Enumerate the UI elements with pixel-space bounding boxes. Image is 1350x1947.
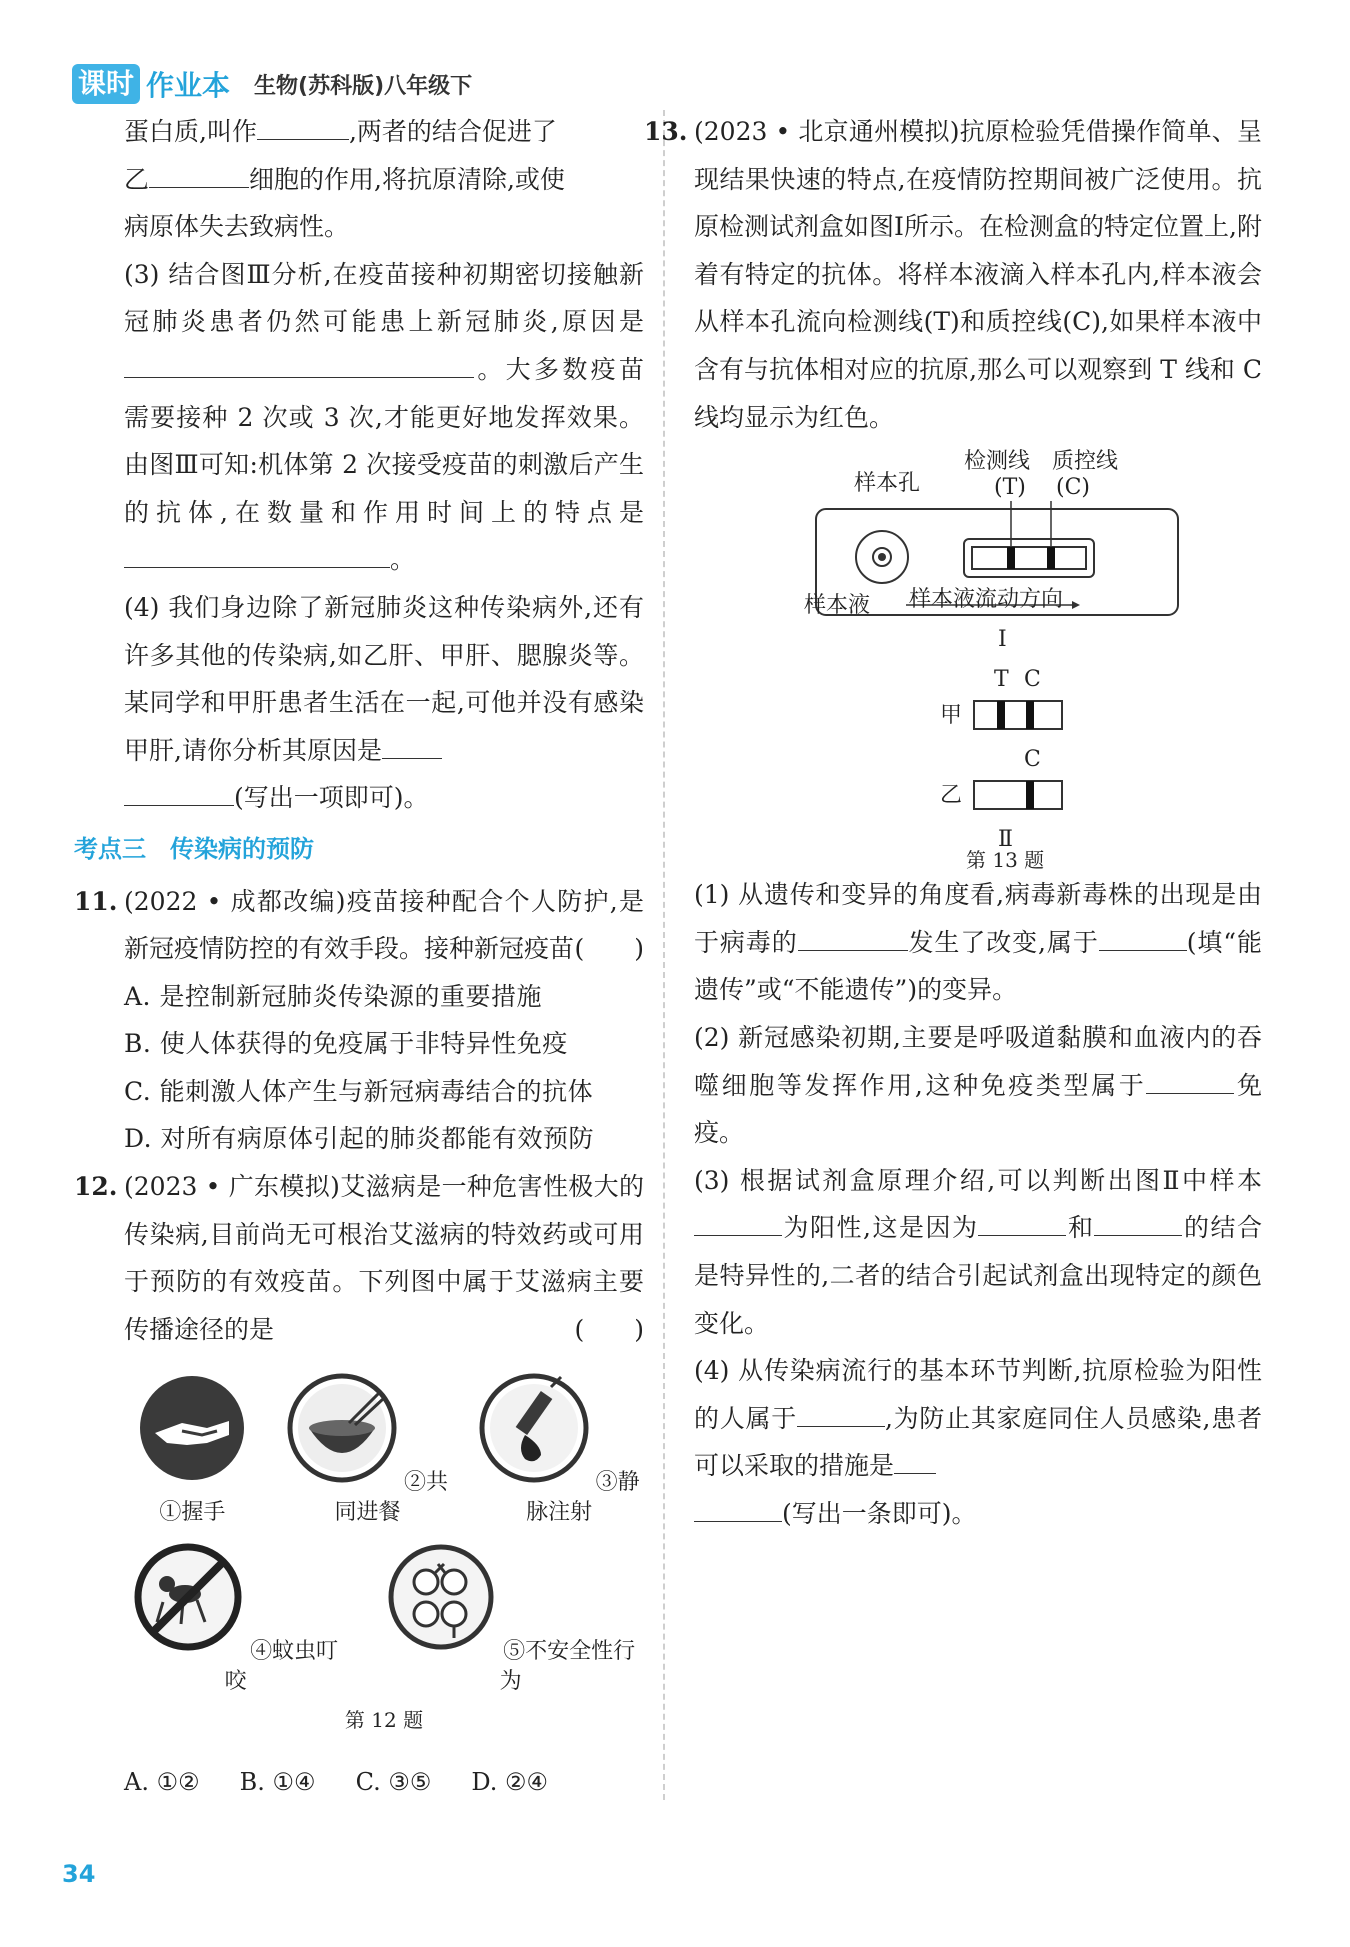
icon-item	[474, 1373, 644, 1528]
question-text: 疫苗接种配合个人防护,是新冠疫情防控的有效手段。接种新冠疫苗	[124, 886, 644, 964]
answer-blank[interactable]	[798, 926, 908, 951]
text: (3) 结合图Ⅲ分析,在疫苗接种初期密切接触新冠肺炎患者仍然可能患上新冠肺炎,原因是	[124, 259, 644, 337]
column-divider	[663, 110, 665, 1800]
text: ,为防止其家庭同住人员感染,患者可以采取的措施是	[694, 1403, 1262, 1481]
answer-blank[interactable]	[797, 1402, 885, 1427]
answer-blank[interactable]	[124, 353, 474, 378]
text: (4) 从传染病流行的基本环节判断,抗原检验为阳性的人属于	[694, 1356, 1262, 1433]
answer-blank[interactable]	[1146, 1069, 1234, 1094]
figure-caption: 第 12 题	[344, 1708, 424, 1733]
text: (3) 根据试剂盒原理介绍,可以判断出图Ⅱ中样本	[694, 1165, 1262, 1195]
mosquito-prohibited-icon	[133, 1542, 243, 1652]
text: ,两者的结合促进了	[348, 117, 557, 146]
text: (2) 新冠感染初期,主要是呼吸道黏膜和血液内的吞噬细胞等发挥作用,这种免疫类型属于	[694, 1022, 1262, 1100]
unsafe-sex-prohibited-icon	[386, 1542, 496, 1652]
question-number: 11.	[74, 886, 118, 916]
label-T2: T	[994, 667, 1009, 693]
bowl-chopsticks-icon	[287, 1373, 397, 1483]
question-13	[644, 108, 1262, 441]
option-b[interactable]: B. ①④	[239, 1768, 316, 1797]
text: 发生了改变,属于	[907, 927, 1099, 957]
label-sample-hole: 样本孔	[854, 471, 921, 497]
label-C3: C	[1024, 747, 1041, 773]
text: 。大多数疫苗需要接种 2 次或 3 次,才能更好地发挥效果。由图Ⅲ可知:机体第 2 次接受疫苗的刺激后产生的抗体,在数量和作用时间上的特点是	[124, 354, 644, 527]
text: (1) 从遗传和变异的角度看,病毒新毒株的出现是由于病毒的	[694, 880, 1262, 957]
answer-parentheses[interactable]: ( )	[574, 934, 644, 964]
icon-item	[124, 1373, 261, 1528]
left-column	[74, 108, 644, 1807]
subject-title: 生物(苏科版)八年级下	[254, 73, 473, 99]
text: (写出一条即可)。	[782, 1498, 977, 1528]
question-number: 13.	[644, 117, 688, 146]
test-kit-drawing	[814, 501, 1184, 831]
text: (4) 我们身边除了新冠肺炎这种传染病外,还有许多其他的传染病,如乙肝、甲肝、腮腺炎等。某同学和甲肝患者生活在一起,可他并没有感染甲肝,请你分析其原因是	[124, 592, 644, 765]
icon-item	[377, 1542, 644, 1697]
label-C2: C	[1024, 667, 1041, 693]
option-a[interactable]: A. 是控制新冠肺炎传染源的重要措施	[124, 981, 542, 1011]
text: 免疫。	[694, 1070, 1262, 1148]
text: 的结合是特异性的,二者的结合引起试剂盒出现特定的颜色变化。	[694, 1213, 1262, 1338]
sub-question-4	[694, 1347, 1262, 1537]
answer-blank[interactable]	[124, 543, 390, 568]
icon-item	[283, 1373, 453, 1528]
question-number: 12.	[74, 1172, 118, 1202]
label-T: (T)	[994, 475, 1026, 501]
section-heading: 考点三 传染病的预防	[74, 834, 314, 863]
question-text: 艾滋病是一种危害性极大的传染病,目前尚无可根治艾滋病的特效药或可用于预防的有效疫苗。下列图中属于艾滋病主要传播途径的是	[124, 1172, 644, 1344]
logo-boxed-text: 课时	[72, 64, 140, 104]
label-figure-1: Ⅰ	[998, 627, 1007, 653]
question-source: (2023 • 北京通州模拟)	[694, 117, 960, 146]
answer-blank[interactable]	[382, 734, 442, 759]
answer-options	[124, 1759, 644, 1807]
text: (写出一项即可)。	[234, 783, 429, 813]
option-c[interactable]: C. ③⑤	[355, 1768, 432, 1797]
question-12	[74, 1163, 644, 1807]
answer-blank[interactable]	[1094, 1211, 1182, 1236]
sub-question-3	[694, 1157, 1262, 1347]
icon-label: ③静脉注射	[526, 1470, 640, 1526]
question-source: (2022 • 成都改编)	[124, 886, 346, 916]
icons-row-2	[124, 1542, 644, 1697]
handshake-icon	[137, 1373, 247, 1483]
answer-blank[interactable]	[694, 1497, 782, 1522]
option-a[interactable]: A. ①②	[124, 1768, 200, 1797]
answer-blank[interactable]	[978, 1211, 1066, 1236]
answer-blank[interactable]	[257, 115, 349, 140]
icon-label: ⑤不安全性行为	[499, 1639, 636, 1695]
text: 。	[390, 545, 416, 575]
sub-question-2	[694, 1014, 1262, 1157]
page-number: 34	[62, 1860, 96, 1888]
icon-label: ②共同进餐	[334, 1470, 449, 1526]
right-column	[644, 108, 1262, 1537]
icons-row-1	[124, 1373, 644, 1528]
label-detection-line: 检测线	[964, 449, 1031, 475]
icon-label: ①握手	[159, 1500, 226, 1526]
answer-blank[interactable]	[1099, 926, 1187, 951]
option-d[interactable]: D. 对所有病原体引起的肺炎都能有效预防	[124, 1124, 595, 1154]
question-source: (2023 • 广东模拟)	[124, 1172, 340, 1202]
answer-blank[interactable]	[694, 1211, 782, 1236]
test-kit-diagram	[694, 441, 1262, 871]
icon-label: ④蚊虫叮咬	[224, 1639, 339, 1695]
option-c[interactable]: C. 能刺激人体产生与新冠病毒结合的抗体	[124, 1076, 594, 1106]
text: 蛋白质,叫作	[124, 117, 257, 146]
question-part-4	[124, 584, 644, 822]
answer-blank[interactable]	[894, 1449, 936, 1474]
page-header	[72, 62, 472, 106]
sub-question-1	[694, 871, 1262, 1014]
answer-parentheses[interactable]: ( )	[574, 1314, 644, 1344]
label-sample-liquid: 样本液	[804, 593, 871, 619]
text: 病原体失去致病性。	[124, 212, 350, 242]
text: 乙	[124, 164, 150, 194]
label-yi: 乙	[940, 783, 963, 809]
question-11	[74, 878, 644, 1164]
figure-caption: 第 13 题	[966, 848, 1045, 873]
syringe-icon	[479, 1373, 589, 1483]
icon-item	[124, 1542, 347, 1697]
text: 为阳性,这是因为	[782, 1213, 979, 1243]
label-jia: 甲	[940, 703, 963, 729]
logo-text: 作业本	[146, 69, 231, 102]
option-d[interactable]: D. ②④	[471, 1768, 549, 1797]
continued-paragraph	[124, 108, 644, 251]
label-flow-direction: 样本液流动方向	[909, 587, 1064, 613]
option-b[interactable]: B. 使人体获得的免疫属于非特异性免疫	[124, 1029, 568, 1059]
text: (填“能遗传”或“不能遗传”)的变异。	[694, 927, 1262, 1005]
label-figure-2: Ⅱ	[998, 827, 1013, 853]
question-part-3	[124, 251, 644, 584]
answer-blank[interactable]	[149, 163, 249, 188]
text: 和	[1066, 1213, 1095, 1243]
question-text: 抗原检验凭借操作简单、呈现结果快速的特点,在疫情防控期间被广泛使用。抗原检测试剂盒如图Ⅰ所示。在检测盒的特定位置上,附着有特定的抗体。将样本液滴入样本孔内,样本液会从样本孔流向检测线(T)和质控线(C),如果样本液中含有与抗体相对应的抗原,那么可以观察到 T 线和 C 线均显示为红色。	[694, 117, 1262, 432]
label-control-line: 质控线	[1052, 449, 1119, 475]
label-C: (C)	[1056, 475, 1090, 501]
text: 细胞的作用,将抗原清除,或使	[249, 164, 565, 194]
answer-blank[interactable]	[124, 781, 234, 806]
